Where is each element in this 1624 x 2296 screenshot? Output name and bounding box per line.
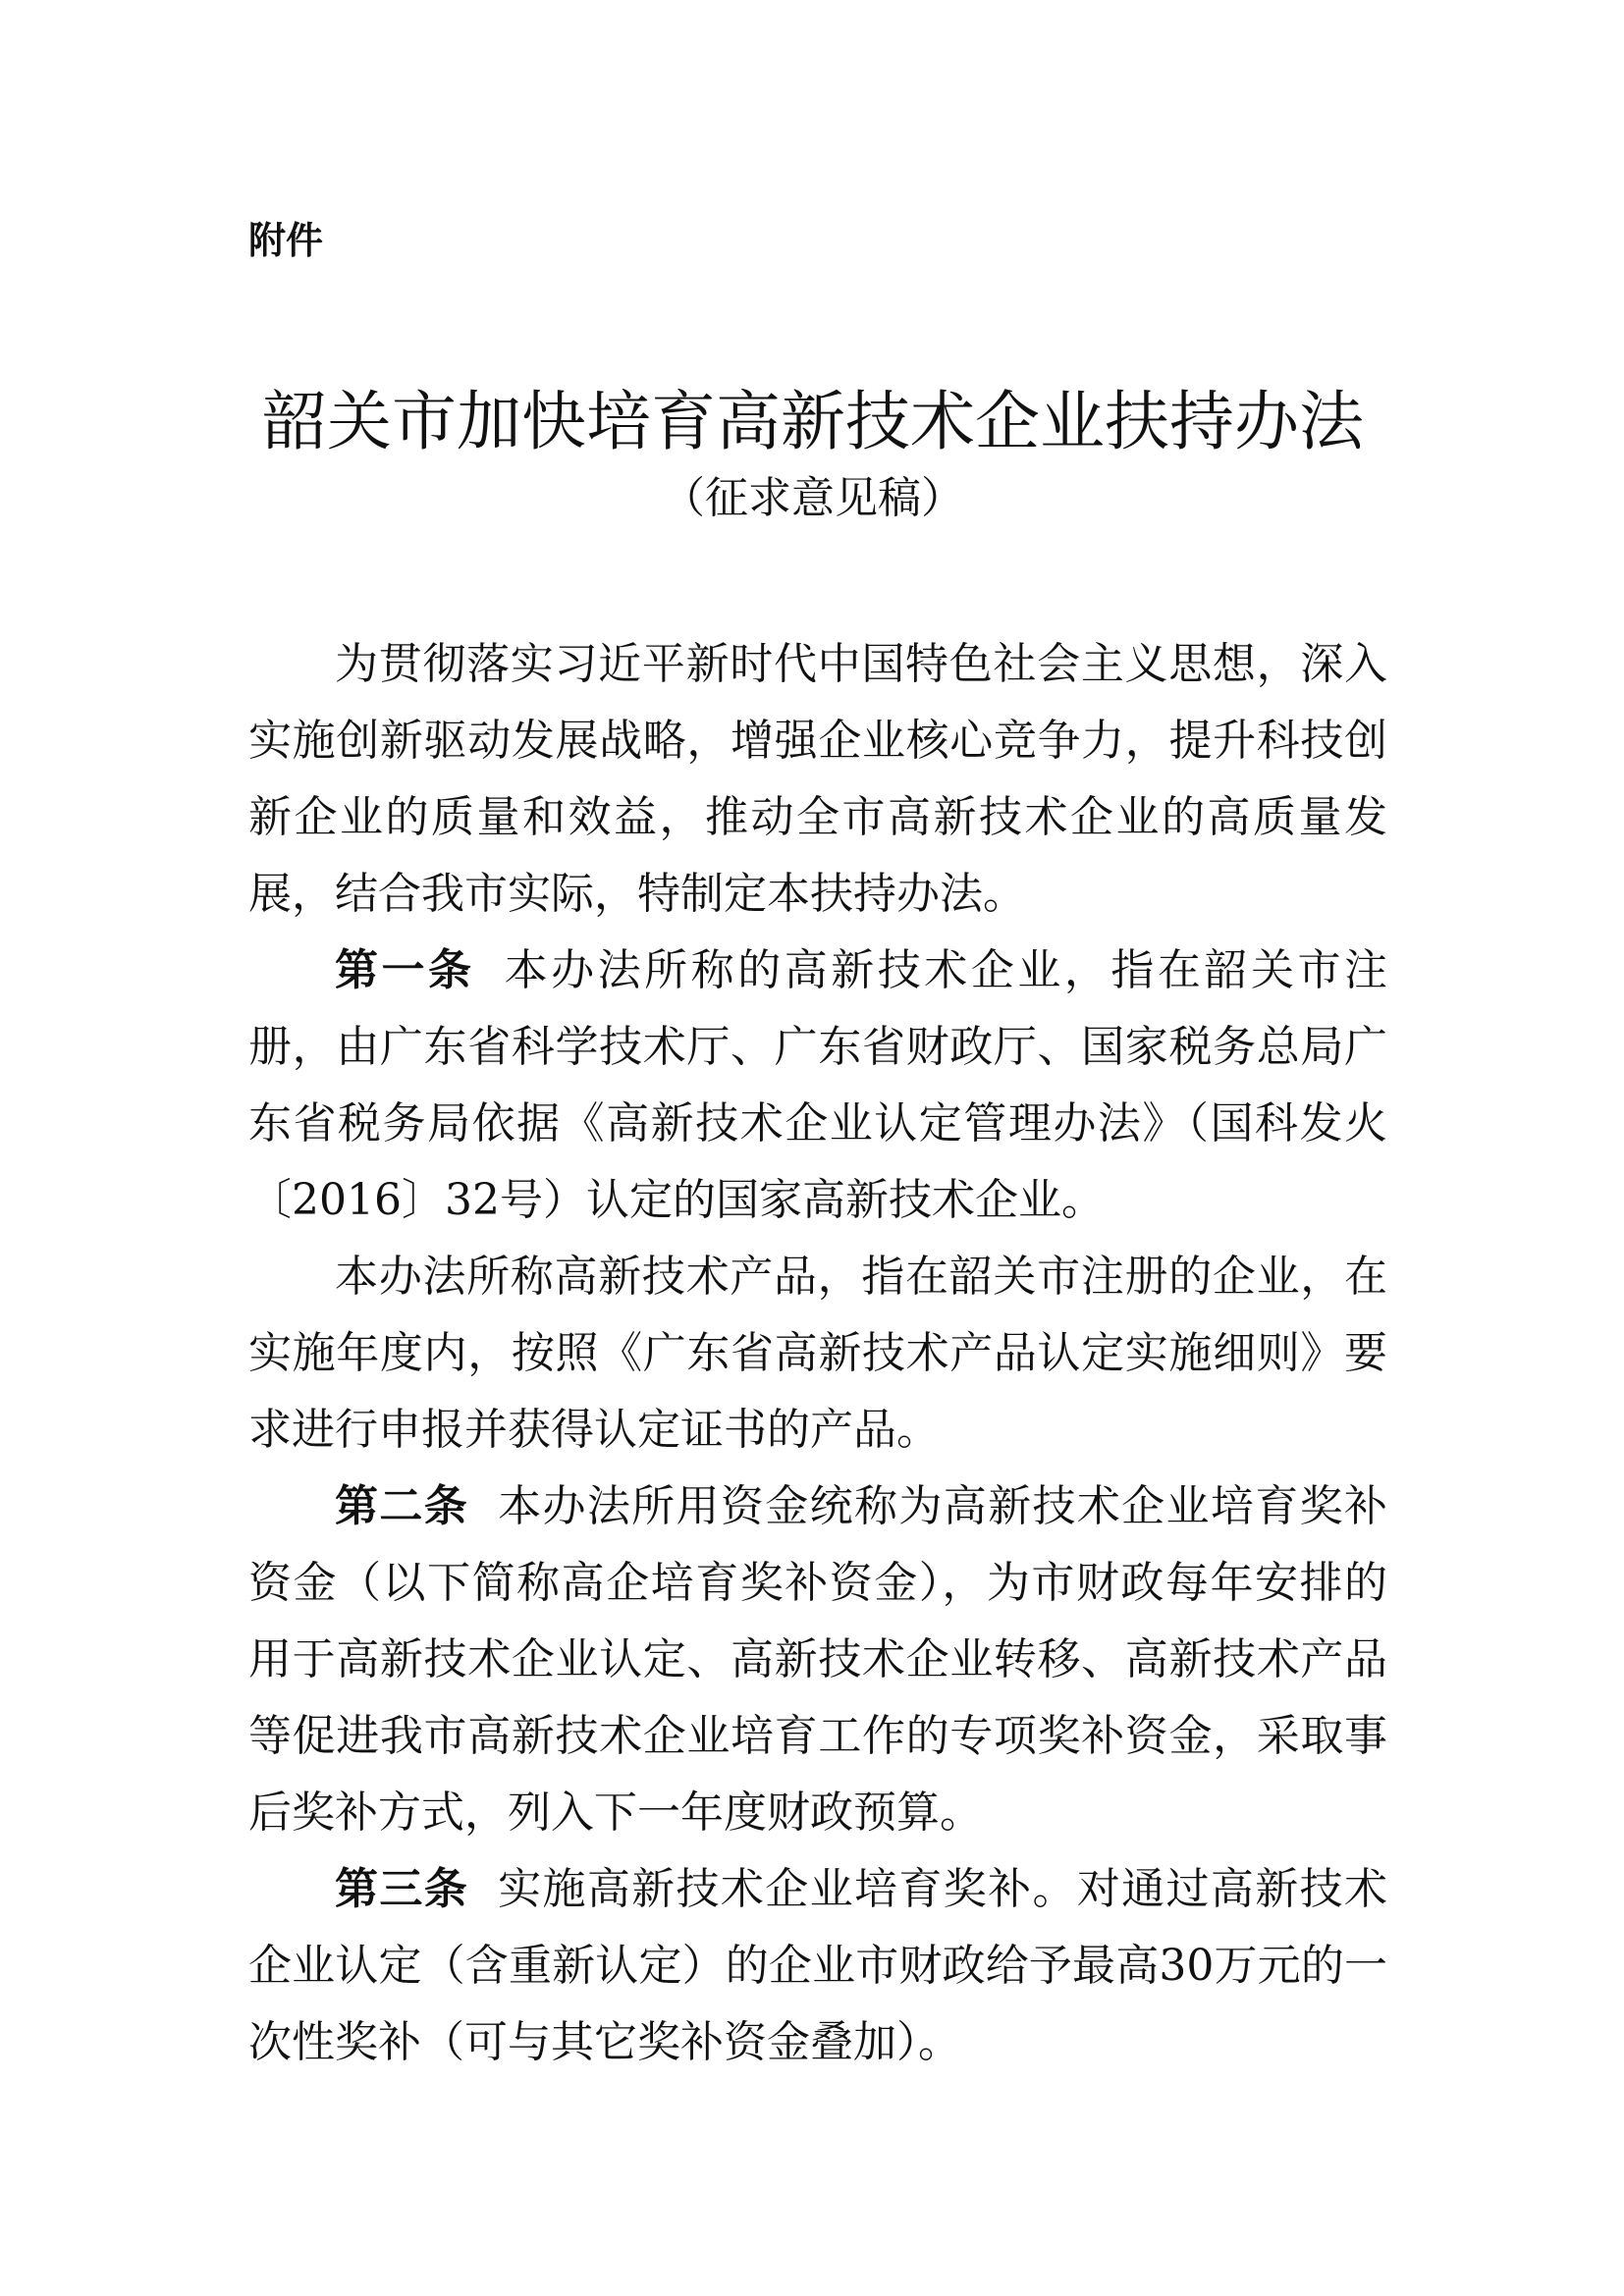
preamble-paragraph	[248, 626, 1387, 933]
document-subtitle: （征求意见稿）	[662, 473, 964, 523]
article-1-second-paragraph	[248, 1239, 1387, 1468]
article-label: 第三条	[335, 1864, 469, 1914]
article-2-paragraph	[248, 1468, 1387, 1851]
article-label: 第一条	[335, 945, 475, 995]
paragraph-text: 本办法所用资金统称为高新技术企业培育奖补资金（以下简称高企培育奖补资金），为市财政每年安排的用于高新技术企业认定、高新技术企业转移、高新技术产品等促进我市高新技术企业培育工作的专项奖补资金，采取事后奖补方式，列入下一年度财政预算。	[248, 1481, 1388, 1838]
article-3-paragraph	[248, 1851, 1387, 2081]
article-label: 第二条	[335, 1481, 469, 1531]
document-title: 韶关市加快培育高新技术企业扶持办法	[262, 384, 1364, 459]
paragraph-text: 本办法所称的高新技术企业，指在韶关市注册，由广东省科学技术厅、广东省财政厅、国家税务总局广东省税务局依据《高新技术企业认定管理办法》（国科发火〔2016〕32号）认定的国家高新技术企业。	[248, 945, 1388, 1225]
document-body	[248, 626, 1387, 2081]
article-1-paragraph	[248, 933, 1387, 1239]
paragraph-text: 实施高新技术企业培育奖补。对通过高新技术企业认定（含重新认定）的企业市财政给予最高30万元的一次性奖补（可与其它奖补资金叠加）。	[248, 1864, 1388, 2067]
paragraph-text: 本办法所称高新技术产品，指在韶关市注册的企业，在实施年度内，按照《广东省高新技术产品认定实施细则》要求进行申报并获得认定证书的产品。	[248, 1252, 1387, 1455]
paragraph-text: 为贯彻落实习近平新时代中国特色社会主义思想，深入实施创新驱动发展战略，增强企业核心竞争力，提升科技创新企业的质量和效益，推动全市高新技术企业的高质量发展，结合我市实际，特制定本扶持办法。	[248, 639, 1387, 919]
attachment-label: 附件	[248, 219, 324, 262]
